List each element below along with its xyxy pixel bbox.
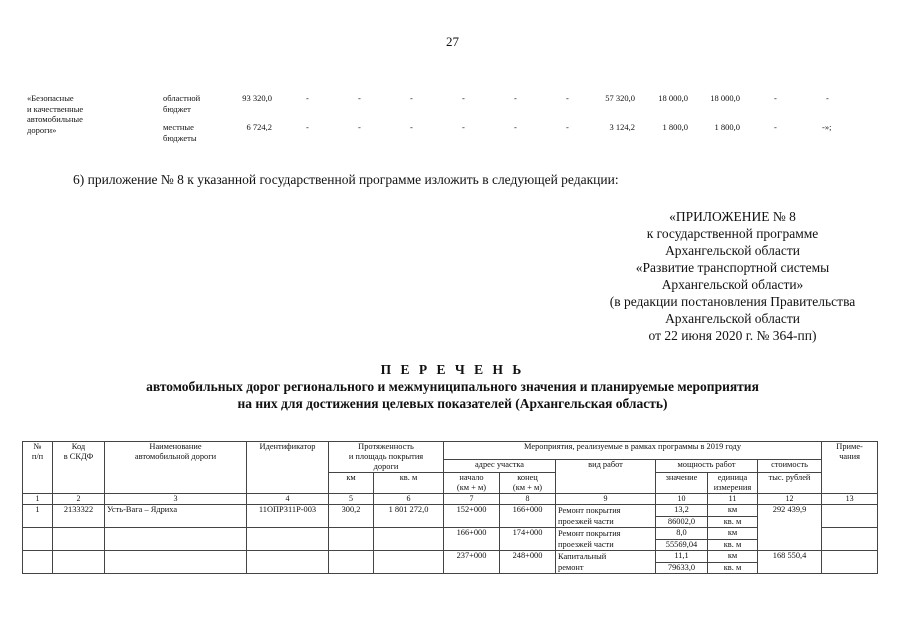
empty-cell bbox=[329, 551, 374, 574]
empty-cell bbox=[23, 528, 53, 551]
value-2020: 18 000,0 bbox=[658, 93, 688, 103]
header-code: Код в СКДФ bbox=[53, 442, 105, 494]
header-end: конец (км + м) bbox=[500, 473, 556, 494]
value-2019: 57 320,0 bbox=[605, 93, 635, 103]
paragraph-6: 6) приложение № 8 к указанной государственной программе изложить в следующей редакции: bbox=[73, 172, 619, 187]
empty-cell bbox=[53, 528, 105, 551]
header-no: № п/п bbox=[23, 442, 53, 494]
appendix-line: Архангельской области» bbox=[661, 277, 804, 292]
column-index: 6 bbox=[374, 494, 444, 505]
column-index: 11 bbox=[708, 494, 758, 505]
segment-end: 248+000 bbox=[500, 551, 556, 574]
dash: - bbox=[566, 93, 569, 103]
empty-cell bbox=[105, 528, 247, 551]
header-capacity: мощность работ bbox=[656, 460, 758, 473]
empty-cell bbox=[105, 551, 247, 574]
total-regional: 93 320,0 bbox=[242, 93, 272, 103]
dash: - bbox=[774, 93, 777, 103]
empty-cell bbox=[374, 551, 444, 574]
header-unit: единица измерения bbox=[708, 473, 758, 494]
note-cell bbox=[822, 551, 878, 574]
source-regional: областной бюджет bbox=[163, 93, 201, 114]
dash: - bbox=[566, 122, 569, 132]
dash: - bbox=[462, 93, 465, 103]
capacity-unit: кв. м bbox=[708, 539, 758, 551]
subtitle-line-1: автомобильных дорог регионального и межмуниципального значения и планируемые мероприятия bbox=[146, 379, 759, 394]
header-identifier: Идентификатор bbox=[247, 442, 329, 494]
dash: - bbox=[410, 122, 413, 132]
value-2021: 1 800,0 bbox=[714, 122, 740, 132]
note-cell bbox=[822, 528, 878, 551]
column-index: 12 bbox=[758, 494, 822, 505]
appendix-line: от 22 июня 2020 г. № 364-пп) bbox=[648, 328, 817, 343]
road-identifier: 11ОПРЗ11Р-003 bbox=[247, 505, 329, 528]
column-index: 1 bbox=[23, 494, 53, 505]
total-local: 6 724,2 bbox=[246, 122, 272, 132]
dash: - bbox=[774, 122, 777, 132]
work-type: Ремонт покрытия проезжей части bbox=[556, 528, 656, 551]
appendix-line: «Развитие транспортной системы bbox=[635, 260, 830, 275]
segment-start: 152+000 bbox=[444, 505, 500, 528]
road-name: Усть-Вага – Ядриха bbox=[105, 505, 247, 528]
segment-end: 166+000 bbox=[500, 505, 556, 528]
road-code: 2133322 bbox=[53, 505, 105, 528]
segment-start: 237+000 bbox=[444, 551, 500, 574]
capacity-value: 8,0 bbox=[656, 528, 708, 540]
column-index: 10 bbox=[656, 494, 708, 505]
page-number: 27 bbox=[446, 34, 459, 49]
column-index: 9 bbox=[556, 494, 656, 505]
work-type: Ремонт покрытия проезжей части bbox=[556, 505, 656, 528]
program-name: «Безопасные и качественные автомобильные дороги» bbox=[27, 93, 84, 135]
source-local: местные бюджеты bbox=[163, 122, 197, 143]
appendix-line: «ПРИЛОЖЕНИЕ № 8 bbox=[669, 209, 796, 224]
capacity-value: 79633,0 bbox=[656, 562, 708, 574]
dash: - bbox=[358, 122, 361, 132]
header-cost-unit: тыс. рублей bbox=[758, 473, 822, 494]
roads-table bbox=[22, 441, 878, 574]
list-subtitle bbox=[0, 378, 905, 412]
column-index: 4 bbox=[247, 494, 329, 505]
subtitle-line-2: на них для достижения целевых показателей (Архангельская область) bbox=[237, 396, 668, 411]
appendix-line: Архангельской области bbox=[665, 243, 800, 258]
dash: - bbox=[514, 122, 517, 132]
capacity-value: 55569,04 bbox=[656, 539, 708, 551]
value-2020: 1 800,0 bbox=[662, 122, 688, 132]
capacity-value: 13,2 bbox=[656, 505, 708, 517]
dash: - bbox=[410, 93, 413, 103]
header-value: значение bbox=[656, 473, 708, 494]
segment-end: 174+000 bbox=[500, 528, 556, 551]
work-type: Капитальный ремонт bbox=[556, 551, 656, 574]
column-index: 5 bbox=[329, 494, 374, 505]
road-no: 1 bbox=[23, 505, 53, 528]
column-index: 13 bbox=[822, 494, 878, 505]
capacity-unit: км bbox=[708, 551, 758, 563]
header-events: Мероприятия, реализуемые в рамках программы в 2019 году bbox=[444, 442, 822, 460]
header-note: Приме- чания bbox=[822, 442, 878, 494]
road-length-km: 300,2 bbox=[329, 505, 374, 528]
dash: - bbox=[358, 93, 361, 103]
header-address: адрес участка bbox=[444, 460, 556, 473]
empty-cell bbox=[329, 528, 374, 551]
list-title: П Е Р Е Ч Е Н Ь bbox=[380, 362, 525, 377]
capacity-unit: кв. м bbox=[708, 562, 758, 574]
capacity-unit: км bbox=[708, 528, 758, 540]
appendix-line: (в редакции постановления Правительства bbox=[609, 294, 856, 309]
empty-cell bbox=[23, 551, 53, 574]
column-index: 3 bbox=[105, 494, 247, 505]
header-cost: стоимость bbox=[758, 460, 822, 473]
road-area-sqm: 1 801 272,0 bbox=[374, 505, 444, 528]
capacity-unit: км bbox=[708, 505, 758, 517]
empty-cell bbox=[247, 528, 329, 551]
appendix-header bbox=[590, 208, 875, 344]
header-work-type: вид работ bbox=[556, 460, 656, 494]
column-index: 2 bbox=[53, 494, 105, 505]
header-start: начало (км + м) bbox=[444, 473, 500, 494]
empty-cell bbox=[374, 528, 444, 551]
dash: - bbox=[462, 122, 465, 132]
note-cell bbox=[822, 505, 878, 528]
segment-start: 166+000 bbox=[444, 528, 500, 551]
header-km: км bbox=[329, 473, 374, 494]
header-sqm: кв. м bbox=[374, 473, 444, 494]
cost-value: 168 550,4 bbox=[758, 551, 822, 574]
empty-cell bbox=[247, 551, 329, 574]
appendix-line: к государственной программе bbox=[646, 226, 819, 241]
dash: -»; bbox=[822, 122, 832, 132]
capacity-value: 11,1 bbox=[656, 551, 708, 563]
value-2021: 18 000,0 bbox=[710, 93, 740, 103]
column-index: 8 bbox=[500, 494, 556, 505]
dash: - bbox=[826, 93, 829, 103]
capacity-value: 86002,0 bbox=[656, 516, 708, 528]
value-2019: 3 124,2 bbox=[609, 122, 635, 132]
cost-value: 292 439,9 bbox=[758, 505, 822, 551]
appendix-line: Архангельской области bbox=[665, 311, 800, 326]
header-name: Наименование автомобильной дороги bbox=[105, 442, 247, 494]
dash: - bbox=[306, 93, 309, 103]
header-length: Протяженность и площадь покрытия дороги bbox=[329, 442, 444, 473]
dash: - bbox=[306, 122, 309, 132]
column-index: 7 bbox=[444, 494, 500, 505]
empty-cell bbox=[53, 551, 105, 574]
capacity-unit: кв. м bbox=[708, 516, 758, 528]
dash: - bbox=[514, 93, 517, 103]
